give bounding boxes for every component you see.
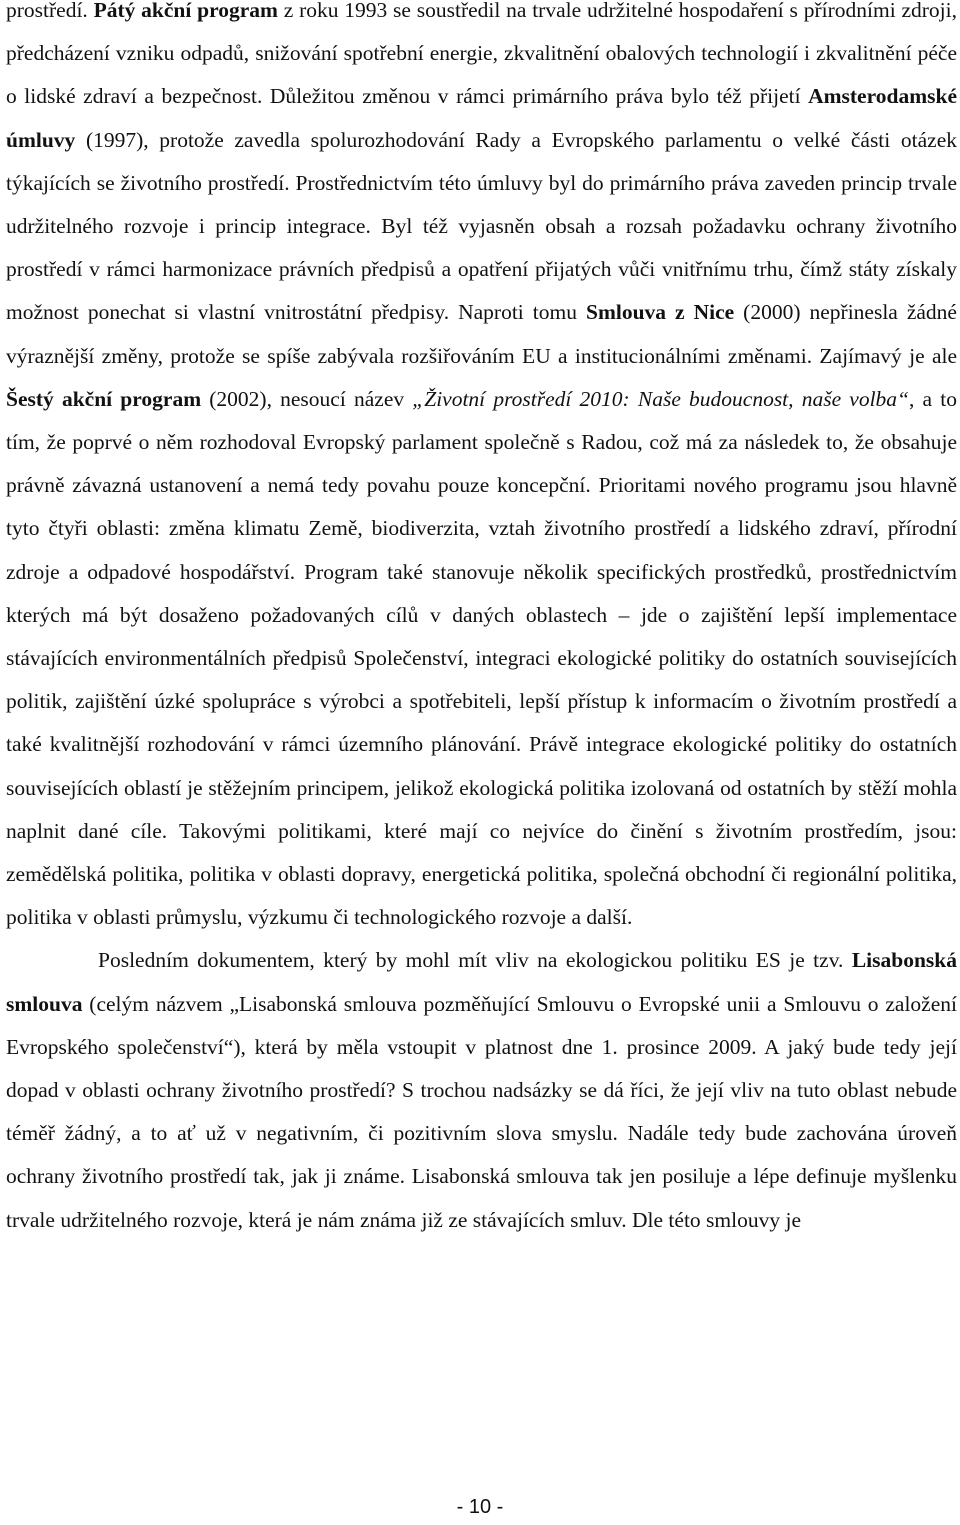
paragraph-lisbon-treaty [6,939,957,1241]
text-run: (2000) nepřinesla žádné výraznější změny, protože se spíše zabývala rozšiřováním EU a institucionálními změnami. Zajímavý je ale [6,300,957,368]
text-run: (1997), protože zavedla spolurozhodování Rady a Evropského parlamentu o velké části otázek týkajících se životního prostředí. Prostřednictvím této úmluvy byl do primárního práva zaveden princip trvale udržitelného rozvoje i princip integrace. Byl též vyjasněn obsah a rozsah požadavku ochrany životního prostředí v rámci harmonizace právních předpisů a opatření přijatých vůči vnitřnímu trhu, čímž státy získaly možnost ponechat si vlastní vnitrostátní předpisy. Naproti tomu [6,127,957,325]
text-run: , a to tím, že poprvé o něm rozhodoval Evropský parlament společně s Radou, což má za následek to, že obsahuje právně závazná ustanovení a nemá tedy povahu pouze koncepční. Prioritami nového programu jsou hlavně tyto čtyři oblasti: změna klimatu Země, biodiverzita, vztah životního prostředí a lidského zdraví, přírodní zdroje a odpadové hospodářství. Program také stanovuje několik specifických prostředků, prostřednictvím kterých má být dosaženo požadovaných cílů v daných oblastech – jde o zajištění lepší implementace stávajících environmentálních předpisů Společenství, integraci ekologické politiky do ostatních souvisejících politik, zajištění úzké spolupráce s výrobci a spotřebiteli, lepší přístup k informacím o životním prostředí a také kvalitnější rozhodování v rámci územního plánování. Právě integrace ekologické politiky do ostatních souvisejících oblastí je stěžejním principem, jelikož ekologická politika izolovaná od ostatních by stěží mohla naplnit dané cíle. Takovými politikami, které mají co nejvíce do činění s životním prostředím, jsou: zemědělská politika, politika v oblasti dopravy, energetická politika, společná obchodní či regionální politika, politika v oblasti průmyslu, výzkumu či technologického rozvoje a další. [6,386,957,930]
page-number: - 10 - [456,1496,504,1518]
text-run: Posledním dokumentem, který by mohl mít vliv na ekologickou politiku ES je tzv. [98,948,852,973]
text-run: (2002), nesoucí název [201,386,413,411]
text-run: (celým názvem „Lisabonská smlouva pozměňující Smlouvu o Evropské unii a Smlouvu o založení Evropského společenství“), která by měla vstoupit v platnost dne 1. prosince 2009. A jaký bude tedy její dopad v oblasti ochrany životního prostředí? S trochou nadsázky se dá říci, že její vliv na tuto oblast nebude téměř žádný, a to ať už v negativním, či pozitivním slova smyslu. Nadále tedy bude zachována úroveň ochrany životního prostředí tak, jak ji známe. Lisabonská smlouva tak jen posiluje a lépe definuje myšlenku trvale udržitelného rozvoje, která je nám známa již ze stávajících smluv. Dle této smlouvy je [6,991,957,1232]
text-run: prostředí. [6,0,94,22]
term-lisbon-treaty: Lisabonská smlouva [6,948,957,1016]
programme-title-quote: „Životní prostředí 2010: Naše budoucnost, naše volba“ [412,386,909,411]
term-treaty-of-nice: Smlouva z Nice [585,300,735,325]
term-fifth-action-programme: Pátý akční program [93,0,278,22]
term-sixth-action-programme: Šestý akční program [6,386,202,411]
term-amsterdam-treaty: Amsterodamské úmluvy [6,84,957,152]
paragraph-environmental-programs [6,0,957,939]
text-run: z roku 1993 se soustředil na trvale udržitelné hospodaření s přírodními zdroji, předcházení vzniku odpadů, snižování spotřební energie, zkvalitnění obalových technologií i zkvalitnění péče o lidské zdraví a bezpečnost. Důležitou změnou v rámci primárního práva bylo též přijetí [6,0,957,109]
